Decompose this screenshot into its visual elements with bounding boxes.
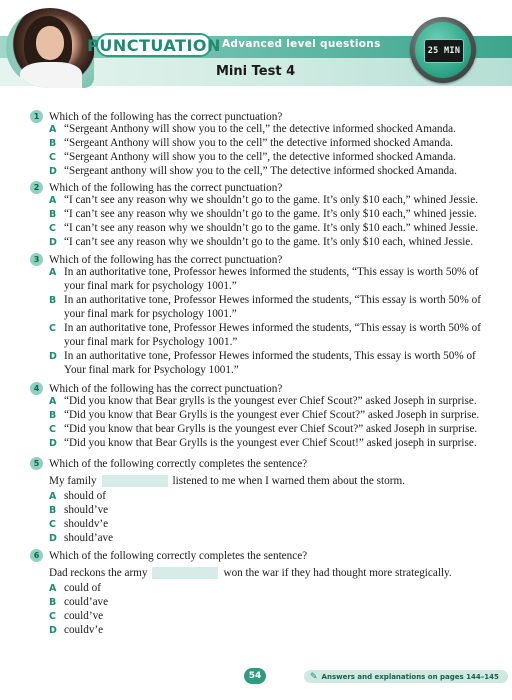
question-number: 1 <box>30 110 43 123</box>
section-badge <box>87 33 221 57</box>
option-b[interactable]: B should’ve <box>49 504 109 516</box>
option-b[interactable]: B “I can’t see any reason why we shouldn’t go to the game. It’s only $10 each,” whined jessie. <box>49 208 477 220</box>
question-text: Which of the following has the correct punctuation? <box>49 110 283 123</box>
option-b[interactable]: B In an authoritative tone, Professor Hewes informed the students, “This essay is worth 50% of your final mark for psychology 1001.” <box>49 294 481 320</box>
option-b[interactable]: B “Sergeant Anthony will show you to the cell” the detective informed shocked Amanda. <box>49 137 454 149</box>
test-title: Mini Test 4 <box>216 64 296 79</box>
pencil-icon: ✎ <box>310 671 318 681</box>
question-text: Which of the following correctly completes the sentence? <box>49 457 308 470</box>
option-c[interactable]: C shouldv’e <box>49 518 109 530</box>
page-header <box>0 0 512 92</box>
option-d[interactable]: D couldv’e <box>49 624 104 636</box>
page-number: 54 <box>244 668 266 684</box>
answer-blank[interactable] <box>152 567 218 579</box>
option-c[interactable]: C “I can’t see any reason why we shouldn’t go to the game. It’s only $10 each.” whined Jessie. <box>49 222 479 234</box>
question-text: Which of the following has the correct punctuation? <box>49 382 283 395</box>
answers-reference <box>304 670 508 683</box>
question-text: Which of the following has the correct punctuation? <box>49 253 283 266</box>
student-photo <box>6 8 94 88</box>
option-d[interactable]: D In an authoritative tone, Professor Hewes informed the students, This essay is worth 50% of Your final mark for Psychology 1001.” <box>49 350 476 376</box>
sentence-stem: My family listened to me when I warned them about the storm. <box>49 475 405 487</box>
option-c[interactable]: C “Sergeant Anthony will show you to the cell”, the detective informed shocked Amanda. <box>49 151 456 163</box>
option-a[interactable]: A In an authoritative tone, Professor hewes informed the students, “This essay is worth 50% of your final mark for psychology 1001.” <box>49 266 479 292</box>
question-text: Which of the following has the correct punctuation? <box>49 181 283 194</box>
answers-note: Answers and explanations on pages 144–145 <box>321 672 499 681</box>
question-number: 2 <box>30 181 43 194</box>
option-c[interactable]: C “Did you know that bear Grylls is the youngest ever Chief Scout?” asked Joseph in surprise. <box>49 423 478 435</box>
option-c[interactable]: C could’ve <box>49 610 104 622</box>
timer-label: 25 MIN <box>427 46 461 56</box>
answer-blank[interactable] <box>102 475 168 487</box>
option-b[interactable]: B “Did you know that Bear Grylls is the youngest ever Chief Scout?” asked Joseph in surprise. <box>49 409 480 421</box>
option-d[interactable]: D “Sergeant anthony will show you to the cell,” The detective informed shocked Amanda. <box>49 165 457 177</box>
question-number: 5 <box>30 457 43 470</box>
option-c[interactable]: C In an authoritative tone, Professor Hewes informed the students, “This essay is worth 50% of your final mark for Psychology 1001.” <box>49 322 481 348</box>
option-a[interactable]: A “I can’t see any reason why we shouldn’t go to the game. It’s only $10 each,” whined Jessie. <box>49 194 479 206</box>
sentence-stem: Dad reckons the army won the war if they had thought more strategically. <box>49 567 452 579</box>
question-number: 3 <box>30 253 43 266</box>
question-text: Which of the following correctly completes the sentence? <box>49 549 308 562</box>
option-d[interactable]: D “I can’t see any reason why we shouldn’t go to the game. It’s only $10 each, whined Jessie. <box>49 236 474 248</box>
option-d[interactable]: D “Did you know that Bear Grylls is the youngest ever Chief Scout!” asked joseph in surprise. <box>49 437 477 449</box>
section-title: PUNCTUATION <box>87 35 221 55</box>
question-number: 6 <box>30 549 43 562</box>
option-d[interactable]: D should’ave <box>49 532 114 544</box>
option-a[interactable]: A “Sergeant Anthony will show you to the cell,” the detective informed shocked Amanda. <box>49 123 456 135</box>
level-label: Advanced level questions <box>222 38 381 50</box>
option-a[interactable]: A “Did you know that Bear grylls is the youngest ever Chief Scout?” asked Joseph in surprise. <box>49 395 477 407</box>
question-number: 4 <box>30 382 43 395</box>
option-a[interactable]: A should of <box>49 490 106 502</box>
timer-icon <box>410 17 476 83</box>
option-b[interactable]: B could’ave <box>49 596 109 608</box>
option-a[interactable]: A could of <box>49 582 101 594</box>
